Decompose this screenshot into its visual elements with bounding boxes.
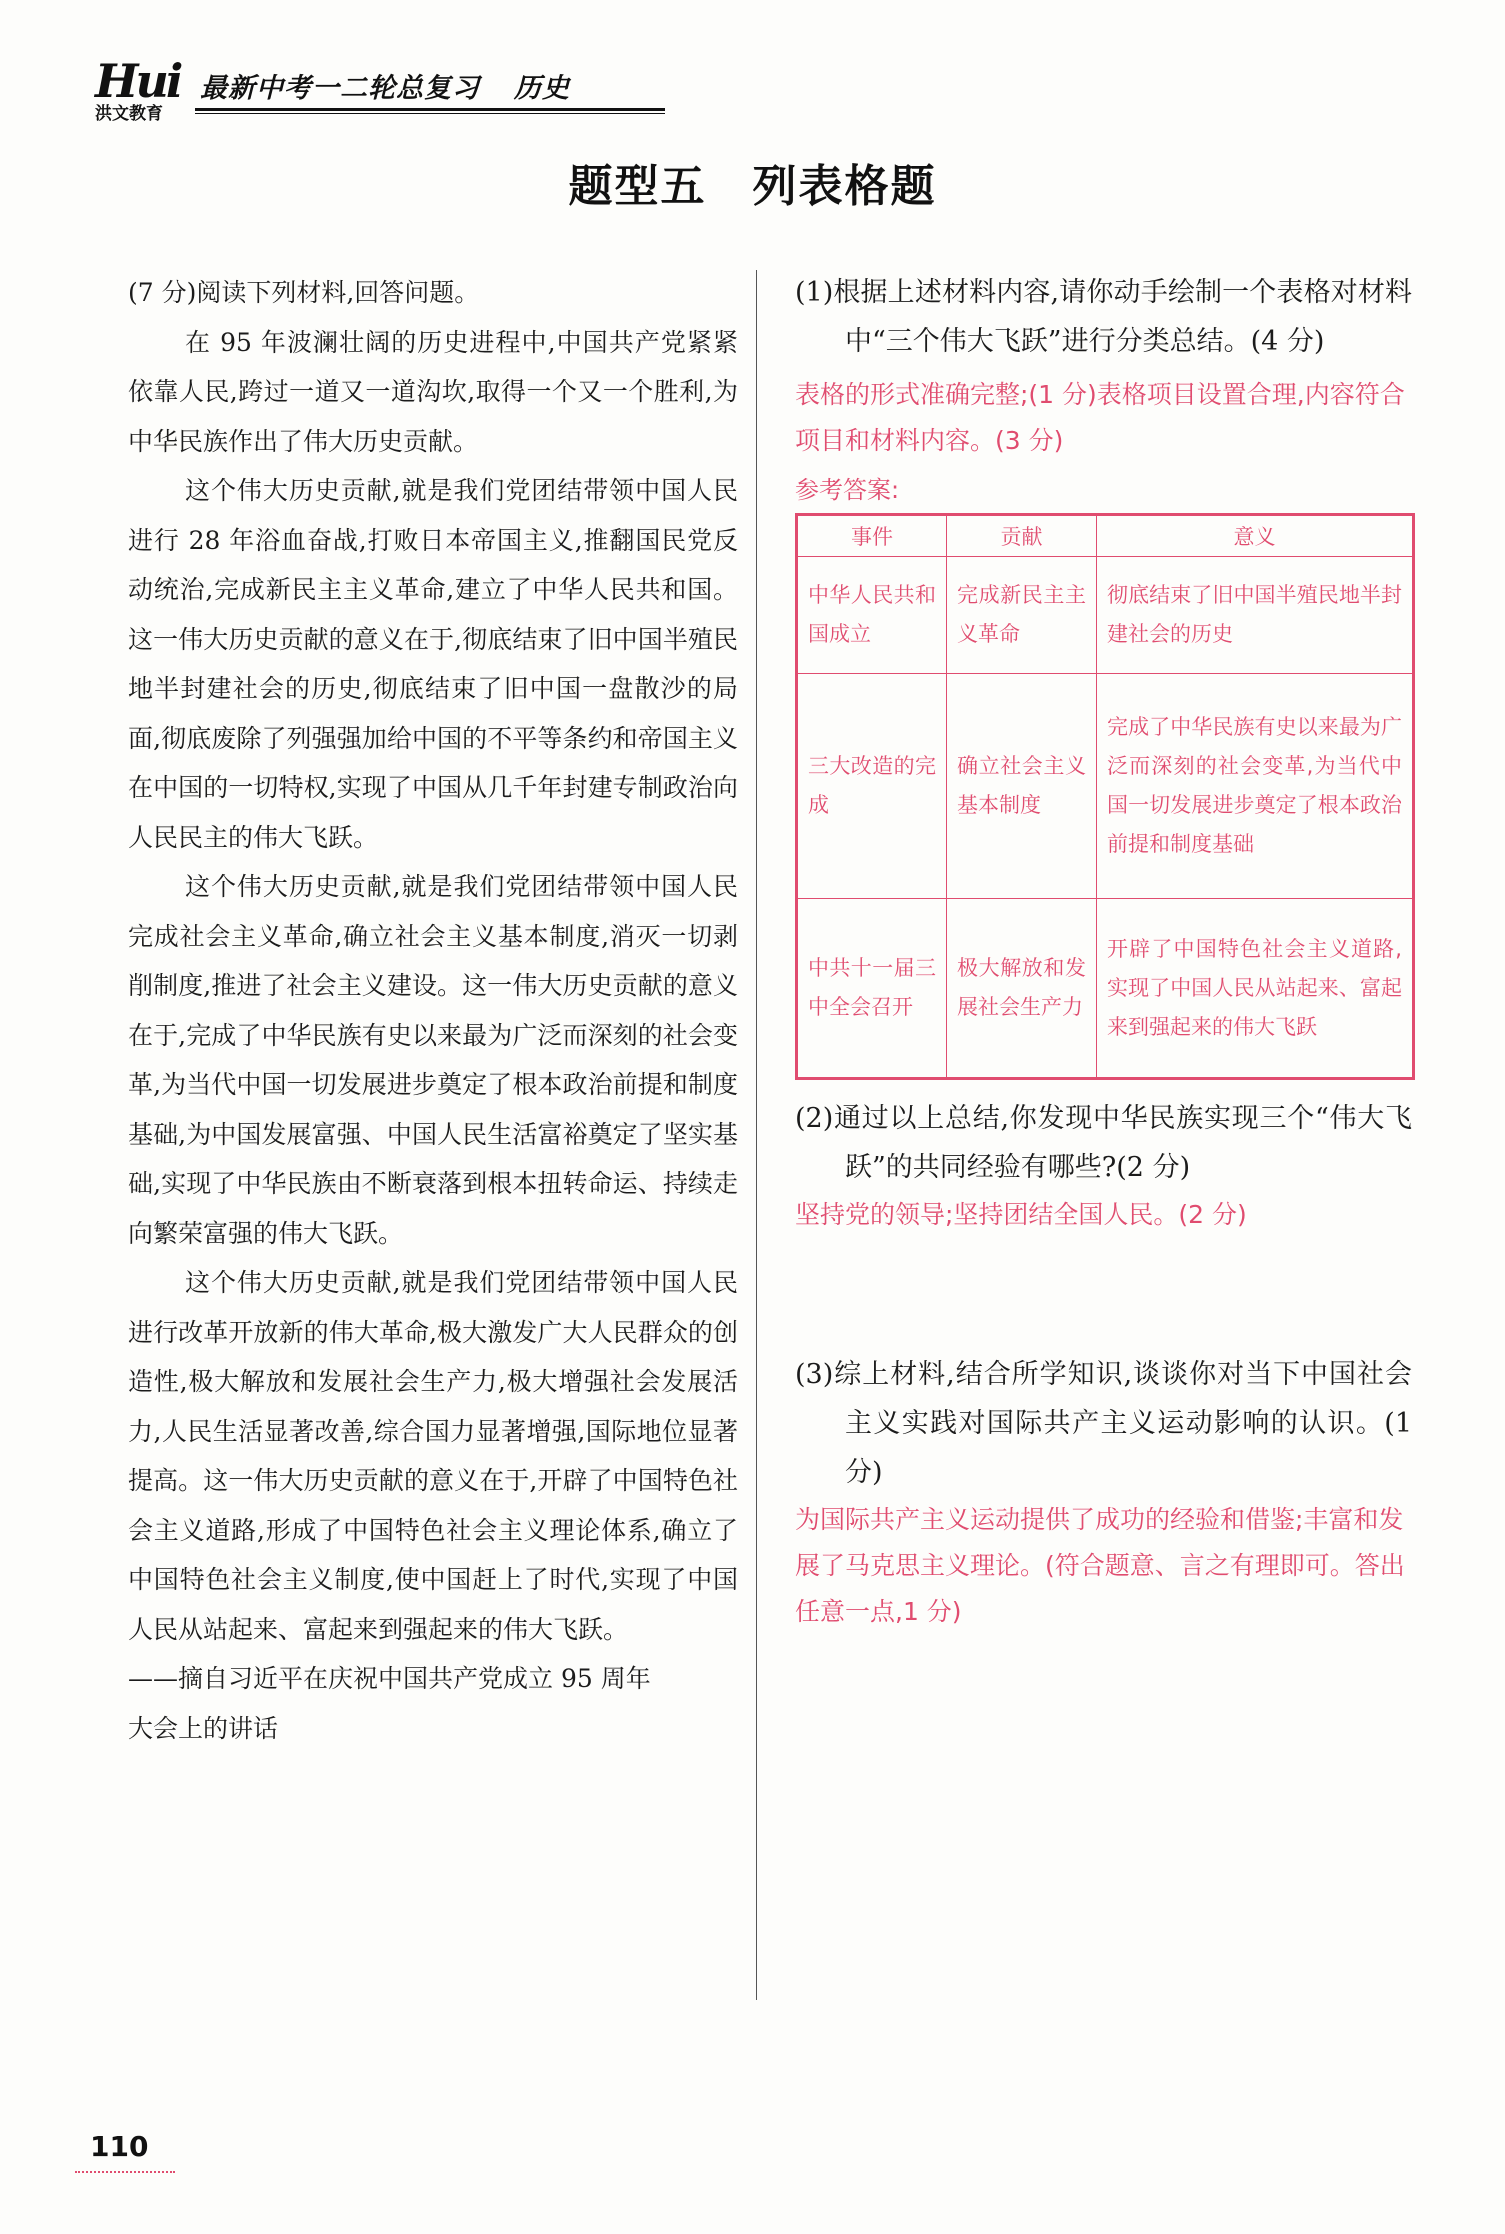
question-1: (1)根据上述材料内容,请你动手绘制一个表格对材料中“三个伟大飞跃”进行分类总结。(4 分) [795, 277, 1412, 357]
material-paragraph-1: 在 95 年波澜壮阔的历史进程中,中国共产党紧紧依靠人民,跨过一道又一道沟坎,取得一个又一个胜利,为中华民族作出了伟大历史贡献。 [128, 327, 738, 456]
page-number: 110 [90, 2130, 149, 2163]
table-header-row [797, 515, 1414, 557]
table-cell-event: 三大改造的完成 [797, 674, 947, 899]
table-row [797, 557, 1414, 674]
table-cell-contribution: 完成新民主主义革命 [947, 557, 1097, 674]
material-source-line-2: 大会上的讲话 [128, 1713, 279, 1743]
running-header [200, 66, 570, 105]
logo-subtitle: 洪文教育 [95, 104, 163, 124]
table-header-contribution: 贡献 [947, 515, 1097, 557]
material-paragraph-4: 这个伟大历史贡献,就是我们党团结带领中国人民进行改革开放新的伟大革命,极大激发广大人民群众的创造性,极大解放和发展社会生产力,极大增强社会发展活力,人民生活显著改善,综合国力显著增强,国际地位显著提高。这一伟大历史贡献的意义在于,开辟了中国特色社会主义道路,形成了中国特色社会主义理论体系,确立了中国特色社会主义制度,使中国赶上了时代,实现了中国人民从站起来、富起来到强起来的伟大飞跃。 [128, 1268, 738, 1644]
subject-label: 历史 [514, 73, 570, 104]
page-number-underline [75, 2171, 175, 2173]
table-cell-event: 中华人民共和国成立 [797, 557, 947, 674]
table-cell-event: 中共十一届三中全会召开 [797, 899, 947, 1079]
table-row [797, 899, 1414, 1079]
table-cell-contribution: 极大解放和发展社会生产力 [947, 899, 1097, 1079]
publisher-logo [95, 54, 195, 124]
answer-3: 为国际共产主义运动提供了成功的经验和借鉴;丰富和发展了马克思主义理论。(符合题意、言之有理即可。答出任意一点,1 分) [795, 1505, 1405, 1626]
table-cell-significance: 完成了中华民族有史以来最为广泛而深刻的社会变革,为当代中国一切发展进步奠定了根本政治前提和制度基础 [1097, 674, 1414, 899]
answer-2: 坚持党的领导;坚持团结全国人民。(2 分) [795, 1200, 1247, 1229]
column-divider [756, 270, 757, 2000]
summary-table [795, 513, 1415, 1080]
material-paragraph-3: 这个伟大历史贡献,就是我们党团结带领中国人民完成社会主义革命,确立社会主义基本制度,消灭一切剥削制度,推进了社会主义建设。这一伟大历史贡献的意义在于,完成了中华民族有史以来最为广泛而深刻的社会变革,为当代中国一切发展进步奠定了根本政治前提和制度基础,为中国发展富强、中国人民生活富裕奠定了坚实基础,实现了中华民族由不断衰落到根本扭转命运、持续走向繁荣富强的伟大飞跃。 [128, 872, 738, 1248]
section-title: 题型五 列表格题 [568, 161, 937, 212]
material-source-line-1: ——摘自习近平在庆祝中国共产党成立 95 周年 [128, 1664, 651, 1693]
reference-answer-label: 参考答案: [795, 476, 900, 504]
table-header-significance: 意义 [1097, 515, 1414, 557]
header-rule [195, 108, 665, 111]
question-3: (3)综上材料,结合所学知识,谈谈你对当下中国社会主义实践对国际共产主义运动影响的认识。(1 分) [795, 1359, 1412, 1488]
table-cell-significance: 开辟了中国特色社会主义道路,实现了中国人民从站起来、富起来到强起来的伟大飞跃 [1097, 899, 1414, 1079]
material-intro: (7 分)阅读下列材料,回答问题。 [128, 278, 480, 307]
table-cell-contribution: 确立社会主义基本制度 [947, 674, 1097, 899]
questions-column [795, 268, 1412, 1635]
question-2: (2)通过以上总结,你发现中华民族实现三个“伟大飞跃”的共同经验有哪些?(2 分) [795, 1103, 1412, 1183]
table-header-event: 事件 [797, 515, 947, 557]
logo-mark: Hui [95, 54, 181, 108]
answer-1: 表格的形式准确完整;(1 分)表格项目设置合理,内容符合项目和材料内容。(3 分) [795, 380, 1405, 455]
material-paragraph-2: 这个伟大历史贡献,就是我们党团结带领中国人民进行 28 年浴血奋战,打败日本帝国主义,推翻国民党反动统治,完成新民主主义革命,建立了中华人民共和国。这一伟大历史贡献的意义在于,彻底结束了旧中国半殖民地半封建社会的历史,彻底结束了旧中国一盘散沙的局面,彻底废除了列强强加给中国的不平等条约和帝国主义在中国的一切特权,实现了中国从几千年封建专制政治向人民民主的伟大飞跃。 [128, 476, 738, 852]
header-rule-thin [195, 113, 665, 114]
material-column [128, 268, 738, 1753]
series-title: 最新中考一二轮总复习 [200, 73, 480, 104]
table-cell-significance: 彻底结束了旧中国半殖民地半封建社会的历史 [1097, 557, 1414, 674]
table-row [797, 674, 1414, 899]
